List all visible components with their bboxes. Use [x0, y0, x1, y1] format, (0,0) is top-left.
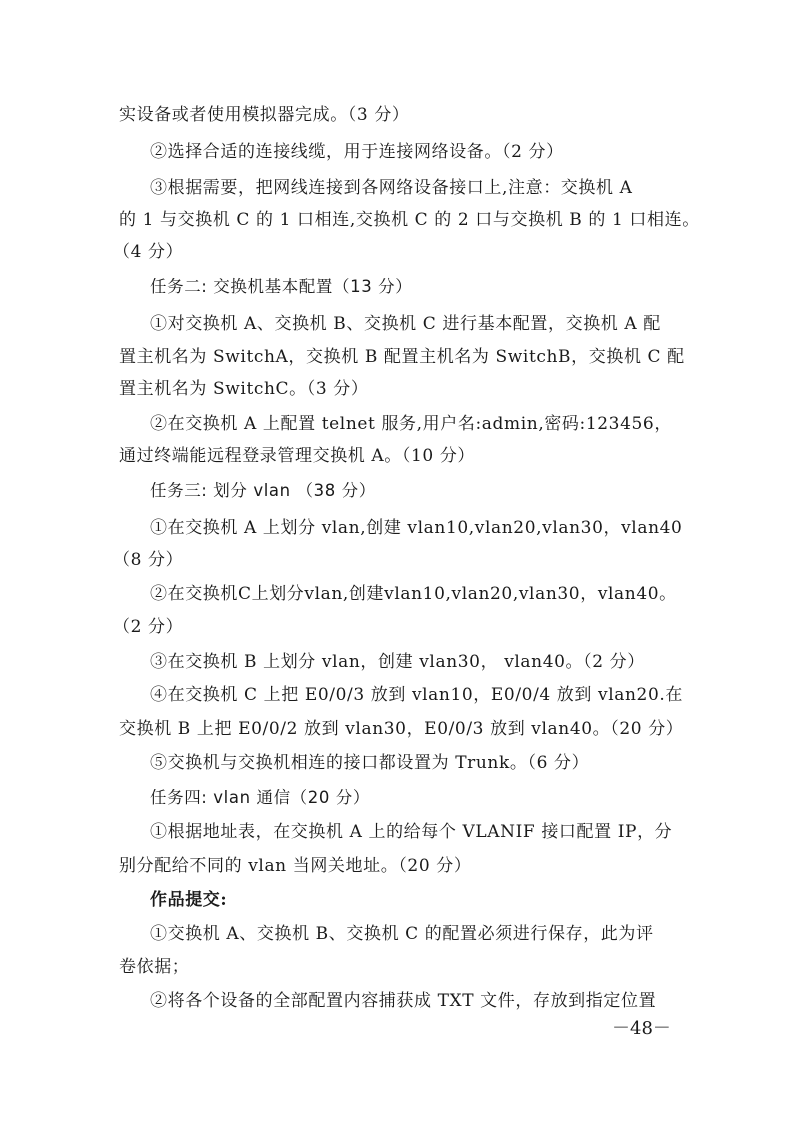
body-text-line: （2 分）: [113, 617, 184, 637]
body-text-line: 别分配给不同的 vlan 当网关地址。（20 分）: [119, 856, 472, 876]
body-text-line: ②将各个设备的全部配置内容捕获成 TXT 文件，存放到指定位置: [150, 991, 657, 1011]
section-heading-task-3: 任务三: 划分 vlan （38 分）: [150, 481, 376, 500]
body-text-line: ③在交换机 B 上划分 vlan，创建 vlan30， vlan40。（2 分）: [150, 652, 645, 672]
body-text-line: ③根据需要，把网线连接到各网络设备接口上,注意：交换机 A: [150, 178, 633, 198]
body-text-line: ①根据地址表，在交换机 A 上的给每个 VLANIF 接口配置 IP，分: [150, 822, 673, 842]
body-text-line: ④在交换机 C 上把 E0/0/3 放到 vlan10，E0/0/4 放到 vlan20.在: [150, 685, 683, 705]
body-text-line: 的 1 与交换机 C 的 1 口相连,交换机 C 的 2 口与交换机 B 的 1 口相连。: [119, 210, 700, 230]
body-text-line: ①对交换机 A、交换机 B、交换机 C 进行基本配置，交换机 A 配: [150, 314, 661, 334]
section-heading-submission: 作品提交:: [150, 890, 228, 910]
body-text-line: ②在交换机C上划分vlan,创建vlan10,vlan20,vlan30，vlan40。: [150, 584, 677, 604]
body-text-line: ①在交换机 A 上划分 vlan,创建 vlan10,vlan20,vlan30，vlan40: [150, 518, 683, 538]
section-heading-task-4: 任务四: vlan 通信（20 分）: [150, 788, 371, 807]
body-text-line: 交换机 B 上把 E0/0/2 放到 vlan30，E0/0/3 放到 vlan40。（20 分）: [119, 719, 684, 739]
body-text-line: ⑤交换机与交换机相连的接口都设置为 Trunk。（6 分）: [150, 753, 590, 773]
body-text-line: 通过终端能远程登录管理交换机 A。（10 分）: [119, 446, 476, 466]
body-text-line: （4 分）: [113, 242, 184, 262]
body-text-line: ②在交换机 A 上配置 telnet 服务,用户名:admin,密码:123456，: [150, 414, 672, 434]
body-text-line: 实设备或者使用模拟器完成。（3 分）: [119, 105, 410, 125]
page-number: －48－: [612, 1018, 671, 1039]
body-text-line: ①交换机 A、交换机 B、交换机 C 的配置必须进行保存，此为评: [150, 924, 654, 944]
body-text-line: 置主机名为 SwitchC。（3 分）: [119, 379, 369, 399]
body-text-line: ②选择合适的连接线缆，用于连接网络设备。（2 分）: [150, 142, 564, 162]
body-text-line: （8 分）: [113, 550, 184, 570]
body-text-line: 置主机名为 SwitchA，交换机 B 配置主机名为 SwitchB，交换机 C 配: [119, 347, 685, 367]
section-heading-task-2: 任务二: 交换机基本配置（13 分）: [150, 277, 413, 296]
body-text-line: 卷依据；: [119, 957, 190, 977]
